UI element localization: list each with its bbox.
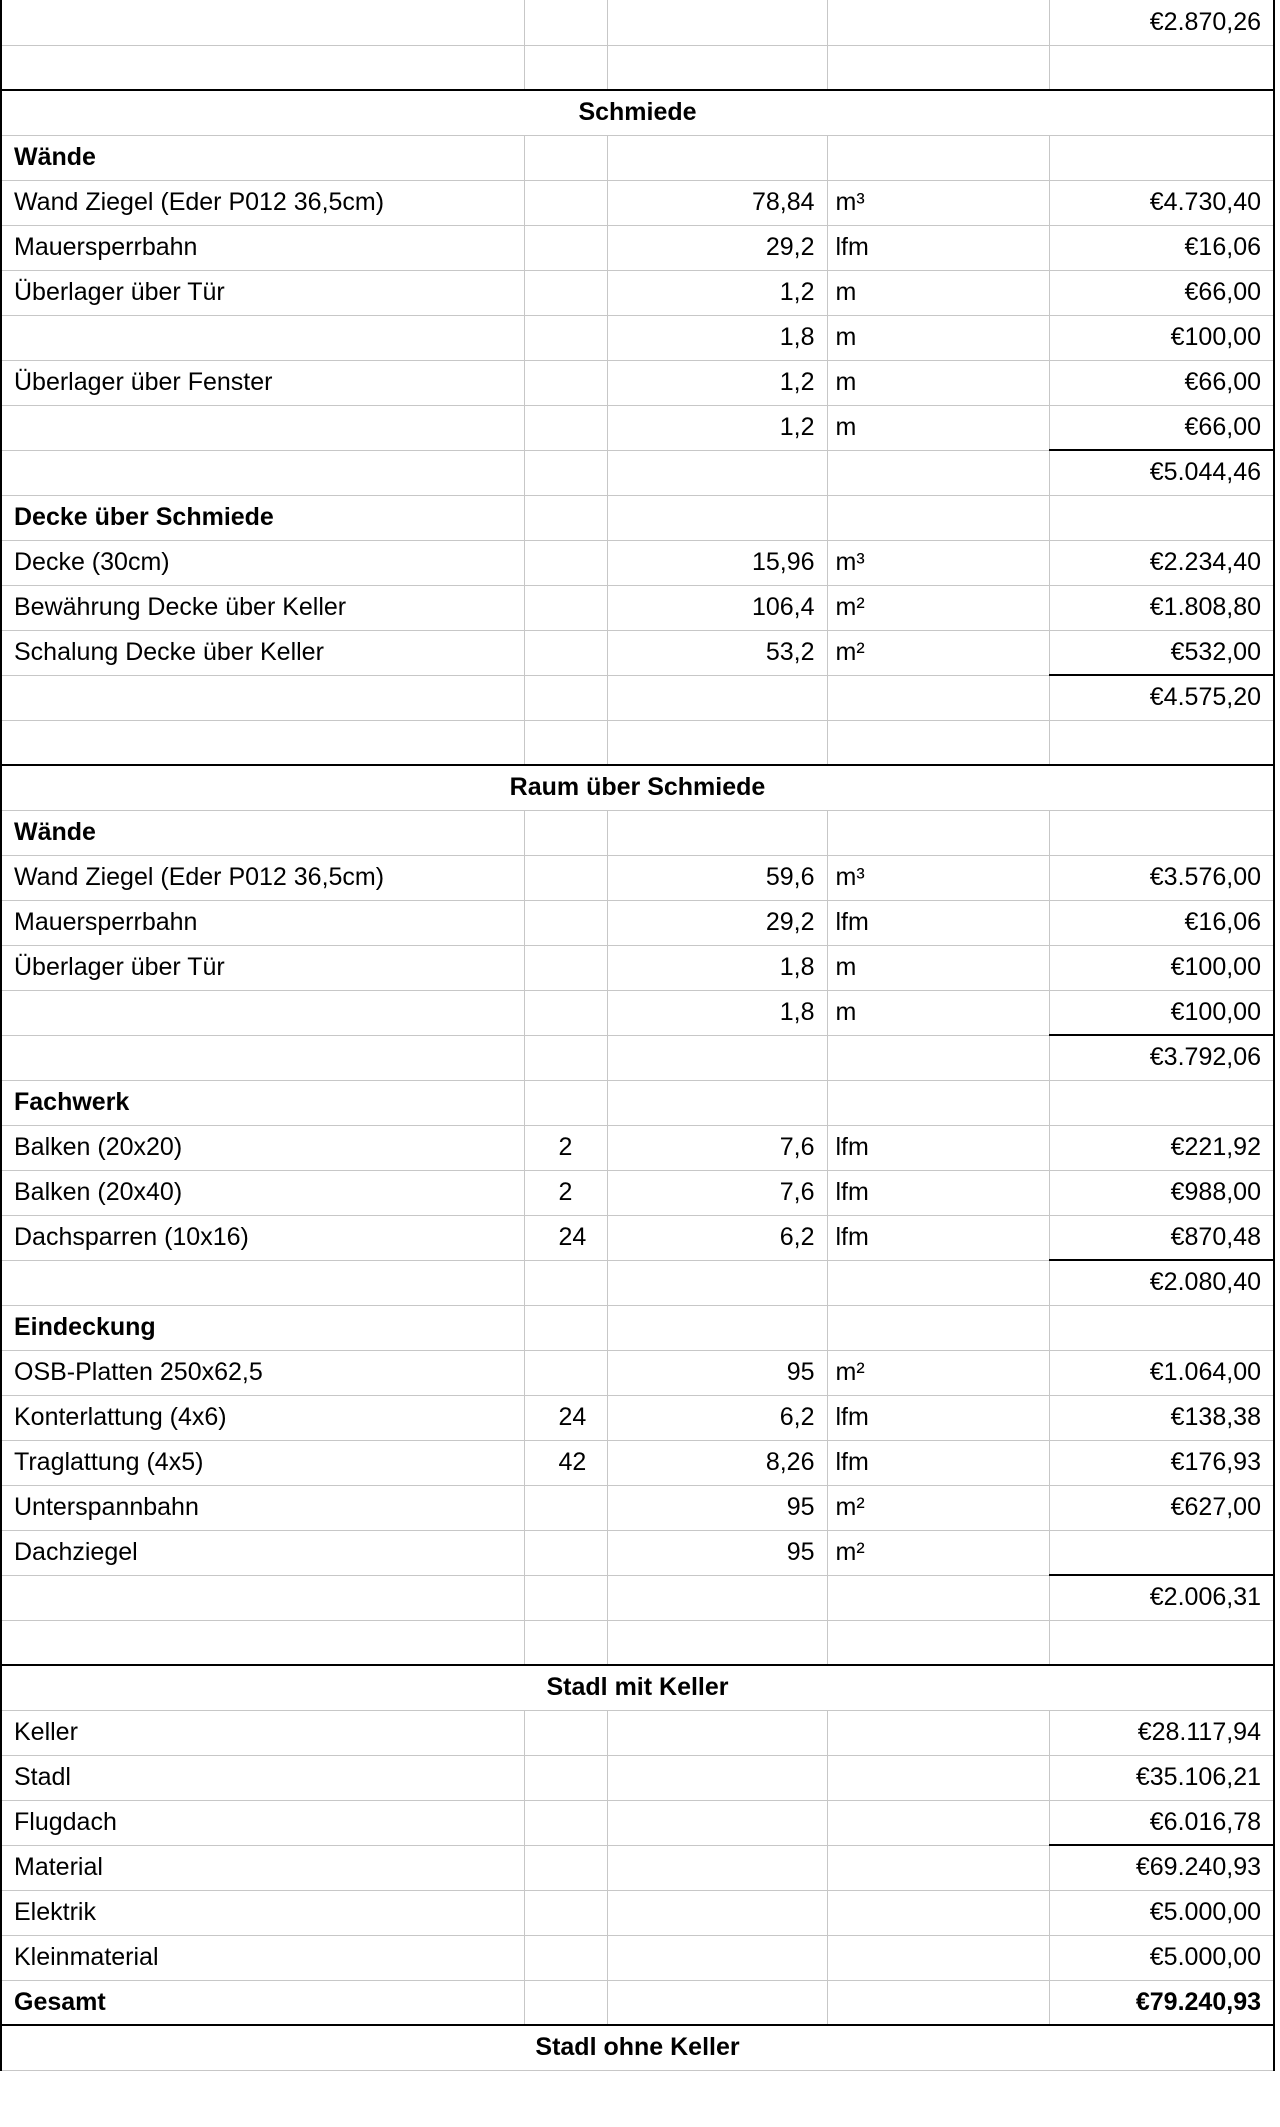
total-label[interactable]: Gesamt: [1, 1980, 524, 2025]
item-quantity[interactable]: 106,4: [607, 585, 827, 630]
summary-name[interactable]: Material: [1, 1845, 524, 1890]
item-name[interactable]: Balken (20x20): [1, 1125, 524, 1170]
cell-empty[interactable]: [607, 1080, 827, 1125]
cell-empty[interactable]: [524, 1575, 607, 1620]
cell-empty[interactable]: [827, 1575, 1049, 1620]
item-row: [1, 1440, 1274, 1485]
cell-empty[interactable]: [827, 1890, 1049, 1935]
cell-empty[interactable]: [524, 1800, 607, 1845]
subtotal-value[interactable]: €4.575,20: [1049, 675, 1274, 720]
item-count[interactable]: [524, 585, 607, 630]
item-count[interactable]: 2: [524, 1170, 607, 1215]
cell-empty[interactable]: [1, 450, 524, 495]
summary-row: [1, 1935, 1274, 1980]
cell-empty[interactable]: [607, 1890, 827, 1935]
blank-row: [1, 45, 1274, 90]
cell-empty[interactable]: [827, 1260, 1049, 1305]
item-unit[interactable]: lfm: [827, 1395, 1049, 1440]
cell-empty[interactable]: [827, 1755, 1049, 1800]
item-name[interactable]: Traglattung (4x5): [1, 1440, 524, 1485]
item-count[interactable]: 42: [524, 1440, 607, 1485]
cell-empty[interactable]: [827, 0, 1049, 45]
summary-name[interactable]: Elektrik: [1, 1890, 524, 1935]
item-quantity[interactable]: 7,6: [607, 1125, 827, 1170]
blank-row: [1, 720, 1274, 765]
cell-empty[interactable]: [1049, 810, 1274, 855]
item-quantity[interactable]: 7,6: [607, 1170, 827, 1215]
item-unit[interactable]: m³: [827, 855, 1049, 900]
item-unit[interactable]: lfm: [827, 900, 1049, 945]
summary-row: [1, 1845, 1274, 1890]
cell-empty[interactable]: [607, 1575, 827, 1620]
item-quantity[interactable]: 1,2: [607, 360, 827, 405]
cell-empty[interactable]: [607, 45, 827, 90]
cell-empty[interactable]: [1049, 1620, 1274, 1665]
item-row: [1, 360, 1274, 405]
item-count[interactable]: [524, 315, 607, 360]
group-heading-row: [1, 1305, 1274, 1350]
summary-row: [1, 1710, 1274, 1755]
item-count[interactable]: 24: [524, 1395, 607, 1440]
subtotal-row: [1, 1260, 1274, 1305]
item-price[interactable]: €16,06: [1049, 225, 1274, 270]
group-heading-row: [1, 810, 1274, 855]
item-unit[interactable]: lfm: [827, 1170, 1049, 1215]
item-count[interactable]: [524, 945, 607, 990]
cell-empty[interactable]: [827, 1845, 1049, 1890]
item-quantity[interactable]: 95: [607, 1350, 827, 1395]
item-price[interactable]: €66,00: [1049, 405, 1274, 450]
cell-empty[interactable]: [827, 1980, 1049, 2025]
item-name[interactable]: Überlager über Fenster: [1, 360, 524, 405]
item-quantity[interactable]: 1,8: [607, 315, 827, 360]
summary-name[interactable]: Keller: [1, 1710, 524, 1755]
cell-empty[interactable]: [524, 45, 607, 90]
item-price[interactable]: €870,48: [1049, 1215, 1274, 1260]
item-unit[interactable]: m²: [827, 1485, 1049, 1530]
blank-row: [1, 1620, 1274, 1665]
item-price[interactable]: €1.808,80: [1049, 585, 1274, 630]
group-heading[interactable]: Wände: [1, 135, 524, 180]
cell-empty[interactable]: [1, 720, 524, 765]
item-unit[interactable]: m: [827, 990, 1049, 1035]
cell-empty[interactable]: [524, 1305, 607, 1350]
item-name[interactable]: Schalung Decke über Keller: [1, 630, 524, 675]
item-quantity[interactable]: 15,96: [607, 540, 827, 585]
item-row: [1, 900, 1274, 945]
group-heading-row: [1, 135, 1274, 180]
cell-empty[interactable]: [607, 0, 827, 45]
cell-empty[interactable]: [827, 1800, 1049, 1845]
subtotal-row: [1, 1035, 1274, 1080]
item-unit[interactable]: m²: [827, 1350, 1049, 1395]
cell-empty[interactable]: [524, 1260, 607, 1305]
cell-empty[interactable]: [524, 810, 607, 855]
cell-empty[interactable]: [607, 675, 827, 720]
item-quantity[interactable]: 1,2: [607, 405, 827, 450]
item-price[interactable]: €66,00: [1049, 360, 1274, 405]
cell-empty[interactable]: [827, 450, 1049, 495]
section-title[interactable]: Stadl mit Keller: [1, 1665, 1274, 1710]
total-value[interactable]: €79.240,93: [1049, 1980, 1274, 2025]
cell-empty[interactable]: [1, 1260, 524, 1305]
cell-empty[interactable]: [524, 1755, 607, 1800]
item-row: [1, 1350, 1274, 1395]
item-quantity[interactable]: 1,2: [607, 270, 827, 315]
subtotal-value[interactable]: €2.006,31: [1049, 1575, 1274, 1620]
item-count[interactable]: 2: [524, 1125, 607, 1170]
item-price[interactable]: €2.234,40: [1049, 540, 1274, 585]
cell-empty[interactable]: [1, 1035, 524, 1080]
cell-empty[interactable]: [524, 1935, 607, 1980]
summary-value[interactable]: €5.000,00: [1049, 1890, 1274, 1935]
item-name[interactable]: Dachziegel: [1, 1530, 524, 1575]
item-price[interactable]: €16,06: [1049, 900, 1274, 945]
item-quantity[interactable]: 59,6: [607, 855, 827, 900]
item-unit[interactable]: lfm: [827, 1125, 1049, 1170]
cell-empty[interactable]: [524, 450, 607, 495]
section-title[interactable]: Stadl ohne Keller: [1, 2025, 1274, 2070]
item-price[interactable]: €627,00: [1049, 1485, 1274, 1530]
item-quantity[interactable]: 1,8: [607, 945, 827, 990]
top-sum-row: [1, 0, 1274, 45]
item-unit[interactable]: m³: [827, 540, 1049, 585]
summary-value[interactable]: €6.016,78: [1049, 1800, 1274, 1845]
item-price[interactable]: €100,00: [1049, 945, 1274, 990]
cell-empty[interactable]: [524, 1980, 607, 2025]
cell-empty[interactable]: [1049, 1305, 1274, 1350]
summary-name[interactable]: Kleinmaterial: [1, 1935, 524, 1980]
cell-empty[interactable]: [524, 1620, 607, 1665]
item-unit[interactable]: lfm: [827, 225, 1049, 270]
summary-name[interactable]: Flugdach: [1, 1800, 524, 1845]
item-unit[interactable]: m: [827, 315, 1049, 360]
subtotal-value[interactable]: €2.870,26: [1049, 0, 1274, 45]
item-unit[interactable]: lfm: [827, 1215, 1049, 1260]
item-unit[interactable]: m: [827, 360, 1049, 405]
group-heading-row: [1, 1080, 1274, 1125]
item-quantity[interactable]: 95: [607, 1530, 827, 1575]
cell-empty[interactable]: [524, 1890, 607, 1935]
cell-empty[interactable]: [607, 720, 827, 765]
item-unit[interactable]: m²: [827, 630, 1049, 675]
summary-value[interactable]: €5.000,00: [1049, 1935, 1274, 1980]
cell-empty[interactable]: [524, 1845, 607, 1890]
item-count[interactable]: [524, 405, 607, 450]
cell-empty[interactable]: [524, 135, 607, 180]
cell-empty[interactable]: [607, 1035, 827, 1080]
item-quantity[interactable]: 8,26: [607, 1440, 827, 1485]
cell-empty[interactable]: [607, 1305, 827, 1350]
cell-empty[interactable]: [607, 135, 827, 180]
item-name[interactable]: [1, 315, 524, 360]
subtotal-value[interactable]: €2.080,40: [1049, 1260, 1274, 1305]
item-unit[interactable]: m²: [827, 585, 1049, 630]
section-schmiede: [1, 90, 1274, 135]
section-stadl: [1, 1665, 1274, 1710]
item-row: [1, 225, 1274, 270]
item-row: [1, 990, 1274, 1035]
cell-empty[interactable]: [827, 1080, 1049, 1125]
item-name[interactable]: Unterspannbahn: [1, 1485, 524, 1530]
group-heading[interactable]: Fachwerk: [1, 1080, 524, 1125]
cell-empty[interactable]: [524, 1080, 607, 1125]
cell-empty[interactable]: [827, 810, 1049, 855]
item-price[interactable]: €532,00: [1049, 630, 1274, 675]
cell-empty[interactable]: [524, 0, 607, 45]
item-count[interactable]: [524, 630, 607, 675]
item-name[interactable]: Decke (30cm): [1, 540, 524, 585]
item-row: [1, 1125, 1274, 1170]
item-name[interactable]: OSB-Platten 250x62,5: [1, 1350, 524, 1395]
cell-empty[interactable]: [524, 1035, 607, 1080]
cell-empty[interactable]: [607, 495, 827, 540]
cell-empty[interactable]: [1049, 495, 1274, 540]
cell-empty[interactable]: [524, 720, 607, 765]
cell-empty[interactable]: [1049, 720, 1274, 765]
cell-empty[interactable]: [607, 1845, 827, 1890]
cell-empty[interactable]: [607, 1620, 827, 1665]
cell-empty[interactable]: [827, 675, 1049, 720]
group-heading[interactable]: Wände: [1, 810, 524, 855]
item-name[interactable]: Wand Ziegel (Eder P012 36,5cm): [1, 180, 524, 225]
item-unit[interactable]: m: [827, 945, 1049, 990]
cell-empty[interactable]: [827, 1710, 1049, 1755]
item-row: [1, 945, 1274, 990]
item-quantity[interactable]: 95: [607, 1485, 827, 1530]
item-unit[interactable]: m³: [827, 180, 1049, 225]
cell-empty[interactable]: [607, 810, 827, 855]
item-name[interactable]: Bewährung Decke über Keller: [1, 585, 524, 630]
item-quantity[interactable]: 6,2: [607, 1215, 827, 1260]
item-count[interactable]: [524, 540, 607, 585]
group-heading[interactable]: Decke über Schmiede: [1, 495, 524, 540]
cell-empty[interactable]: [524, 495, 607, 540]
cell-empty[interactable]: [607, 1260, 827, 1305]
item-row: [1, 540, 1274, 585]
cell-empty[interactable]: [1, 45, 524, 90]
item-price[interactable]: €176,93: [1049, 1440, 1274, 1485]
item-count[interactable]: [524, 180, 607, 225]
item-count[interactable]: [524, 1485, 607, 1530]
cell-empty[interactable]: [607, 1800, 827, 1845]
summary-value[interactable]: €35.106,21: [1049, 1755, 1274, 1800]
item-quantity[interactable]: 29,2: [607, 900, 827, 945]
item-row: [1, 1395, 1274, 1440]
item-count[interactable]: [524, 225, 607, 270]
cell-empty[interactable]: [1, 675, 524, 720]
item-count[interactable]: [524, 360, 607, 405]
item-row: [1, 855, 1274, 900]
item-count[interactable]: [524, 900, 607, 945]
item-price[interactable]: €100,00: [1049, 315, 1274, 360]
item-price[interactable]: €138,38: [1049, 1395, 1274, 1440]
item-row: [1, 270, 1274, 315]
item-row: [1, 630, 1274, 675]
cell-empty[interactable]: [1, 1575, 524, 1620]
cell-empty[interactable]: [827, 1620, 1049, 1665]
item-name[interactable]: Überlager über Tür: [1, 945, 524, 990]
cell-empty[interactable]: [1, 0, 524, 45]
section-stadl-ohne: [1, 2025, 1274, 2070]
item-price[interactable]: €4.730,40: [1049, 180, 1274, 225]
summary-name[interactable]: Stadl: [1, 1755, 524, 1800]
cell-empty[interactable]: [1049, 135, 1274, 180]
item-count[interactable]: 24: [524, 1215, 607, 1260]
item-row: [1, 585, 1274, 630]
subtotal-value[interactable]: €5.044,46: [1049, 450, 1274, 495]
subtotal-row: [1, 450, 1274, 495]
summary-value[interactable]: €28.117,94: [1049, 1710, 1274, 1755]
summary-value[interactable]: €69.240,93: [1049, 1845, 1274, 1890]
cell-empty[interactable]: [524, 675, 607, 720]
item-price[interactable]: €66,00: [1049, 270, 1274, 315]
cell-empty[interactable]: [827, 1305, 1049, 1350]
cell-empty[interactable]: [827, 720, 1049, 765]
total-row: [1, 1980, 1274, 2025]
item-unit[interactable]: m: [827, 270, 1049, 315]
group-heading[interactable]: Eindeckung: [1, 1305, 524, 1350]
item-count[interactable]: [524, 990, 607, 1035]
item-price[interactable]: €988,00: [1049, 1170, 1274, 1215]
summary-row: [1, 1755, 1274, 1800]
item-price[interactable]: €100,00: [1049, 990, 1274, 1035]
item-quantity[interactable]: 78,84: [607, 180, 827, 225]
item-name[interactable]: Dachsparren (10x16): [1, 1215, 524, 1260]
group-heading-row: [1, 495, 1274, 540]
item-row: [1, 1170, 1274, 1215]
item-name[interactable]: Konterlattung (4x6): [1, 1395, 524, 1440]
summary-row: [1, 1890, 1274, 1935]
item-row: [1, 405, 1274, 450]
section-title[interactable]: Schmiede: [1, 90, 1274, 135]
cell-empty[interactable]: [1, 1620, 524, 1665]
cell-empty[interactable]: [827, 1935, 1049, 1980]
item-quantity[interactable]: 53,2: [607, 630, 827, 675]
cell-empty[interactable]: [524, 1710, 607, 1755]
item-price[interactable]: €3.576,00: [1049, 855, 1274, 900]
cell-empty[interactable]: [1049, 1080, 1274, 1125]
summary-row: [1, 1800, 1274, 1845]
item-unit[interactable]: m²: [827, 1530, 1049, 1575]
item-count[interactable]: [524, 855, 607, 900]
cell-empty[interactable]: [607, 1755, 827, 1800]
item-price[interactable]: €221,92: [1049, 1125, 1274, 1170]
item-quantity[interactable]: 1,8: [607, 990, 827, 1035]
cell-empty[interactable]: [827, 495, 1049, 540]
item-count[interactable]: [524, 270, 607, 315]
item-price[interactable]: [1049, 1530, 1274, 1575]
item-quantity[interactable]: 6,2: [607, 1395, 827, 1440]
item-row: [1, 180, 1274, 225]
item-row: [1, 315, 1274, 360]
item-row: [1, 1215, 1274, 1260]
item-name[interactable]: [1, 405, 524, 450]
cell-empty[interactable]: [827, 135, 1049, 180]
subtotal-value[interactable]: €3.792,06: [1049, 1035, 1274, 1080]
section-title[interactable]: Raum über Schmiede: [1, 765, 1274, 810]
cell-empty[interactable]: [827, 45, 1049, 90]
item-name[interactable]: Überlager über Tür: [1, 270, 524, 315]
item-name[interactable]: Mauersperrbahn: [1, 225, 524, 270]
cell-empty[interactable]: [607, 1980, 827, 2025]
cell-empty[interactable]: [607, 1710, 827, 1755]
item-row: [1, 1530, 1274, 1575]
cell-empty[interactable]: [1049, 45, 1274, 90]
cell-empty[interactable]: [827, 1035, 1049, 1080]
item-name[interactable]: Balken (20x40): [1, 1170, 524, 1215]
cell-empty[interactable]: [607, 1935, 827, 1980]
subtotal-row: [1, 1575, 1274, 1620]
item-price[interactable]: €1.064,00: [1049, 1350, 1274, 1395]
item-name[interactable]: [1, 990, 524, 1035]
cell-empty[interactable]: [607, 450, 827, 495]
item-count[interactable]: [524, 1530, 607, 1575]
item-count[interactable]: [524, 1350, 607, 1395]
item-quantity[interactable]: 29,2: [607, 225, 827, 270]
item-name[interactable]: Mauersperrbahn: [1, 900, 524, 945]
subtotal-row: [1, 675, 1274, 720]
section-raum: [1, 765, 1274, 810]
item-unit[interactable]: m: [827, 405, 1049, 450]
item-unit[interactable]: lfm: [827, 1440, 1049, 1485]
item-name[interactable]: Wand Ziegel (Eder P012 36,5cm): [1, 855, 524, 900]
item-row: [1, 1485, 1274, 1530]
